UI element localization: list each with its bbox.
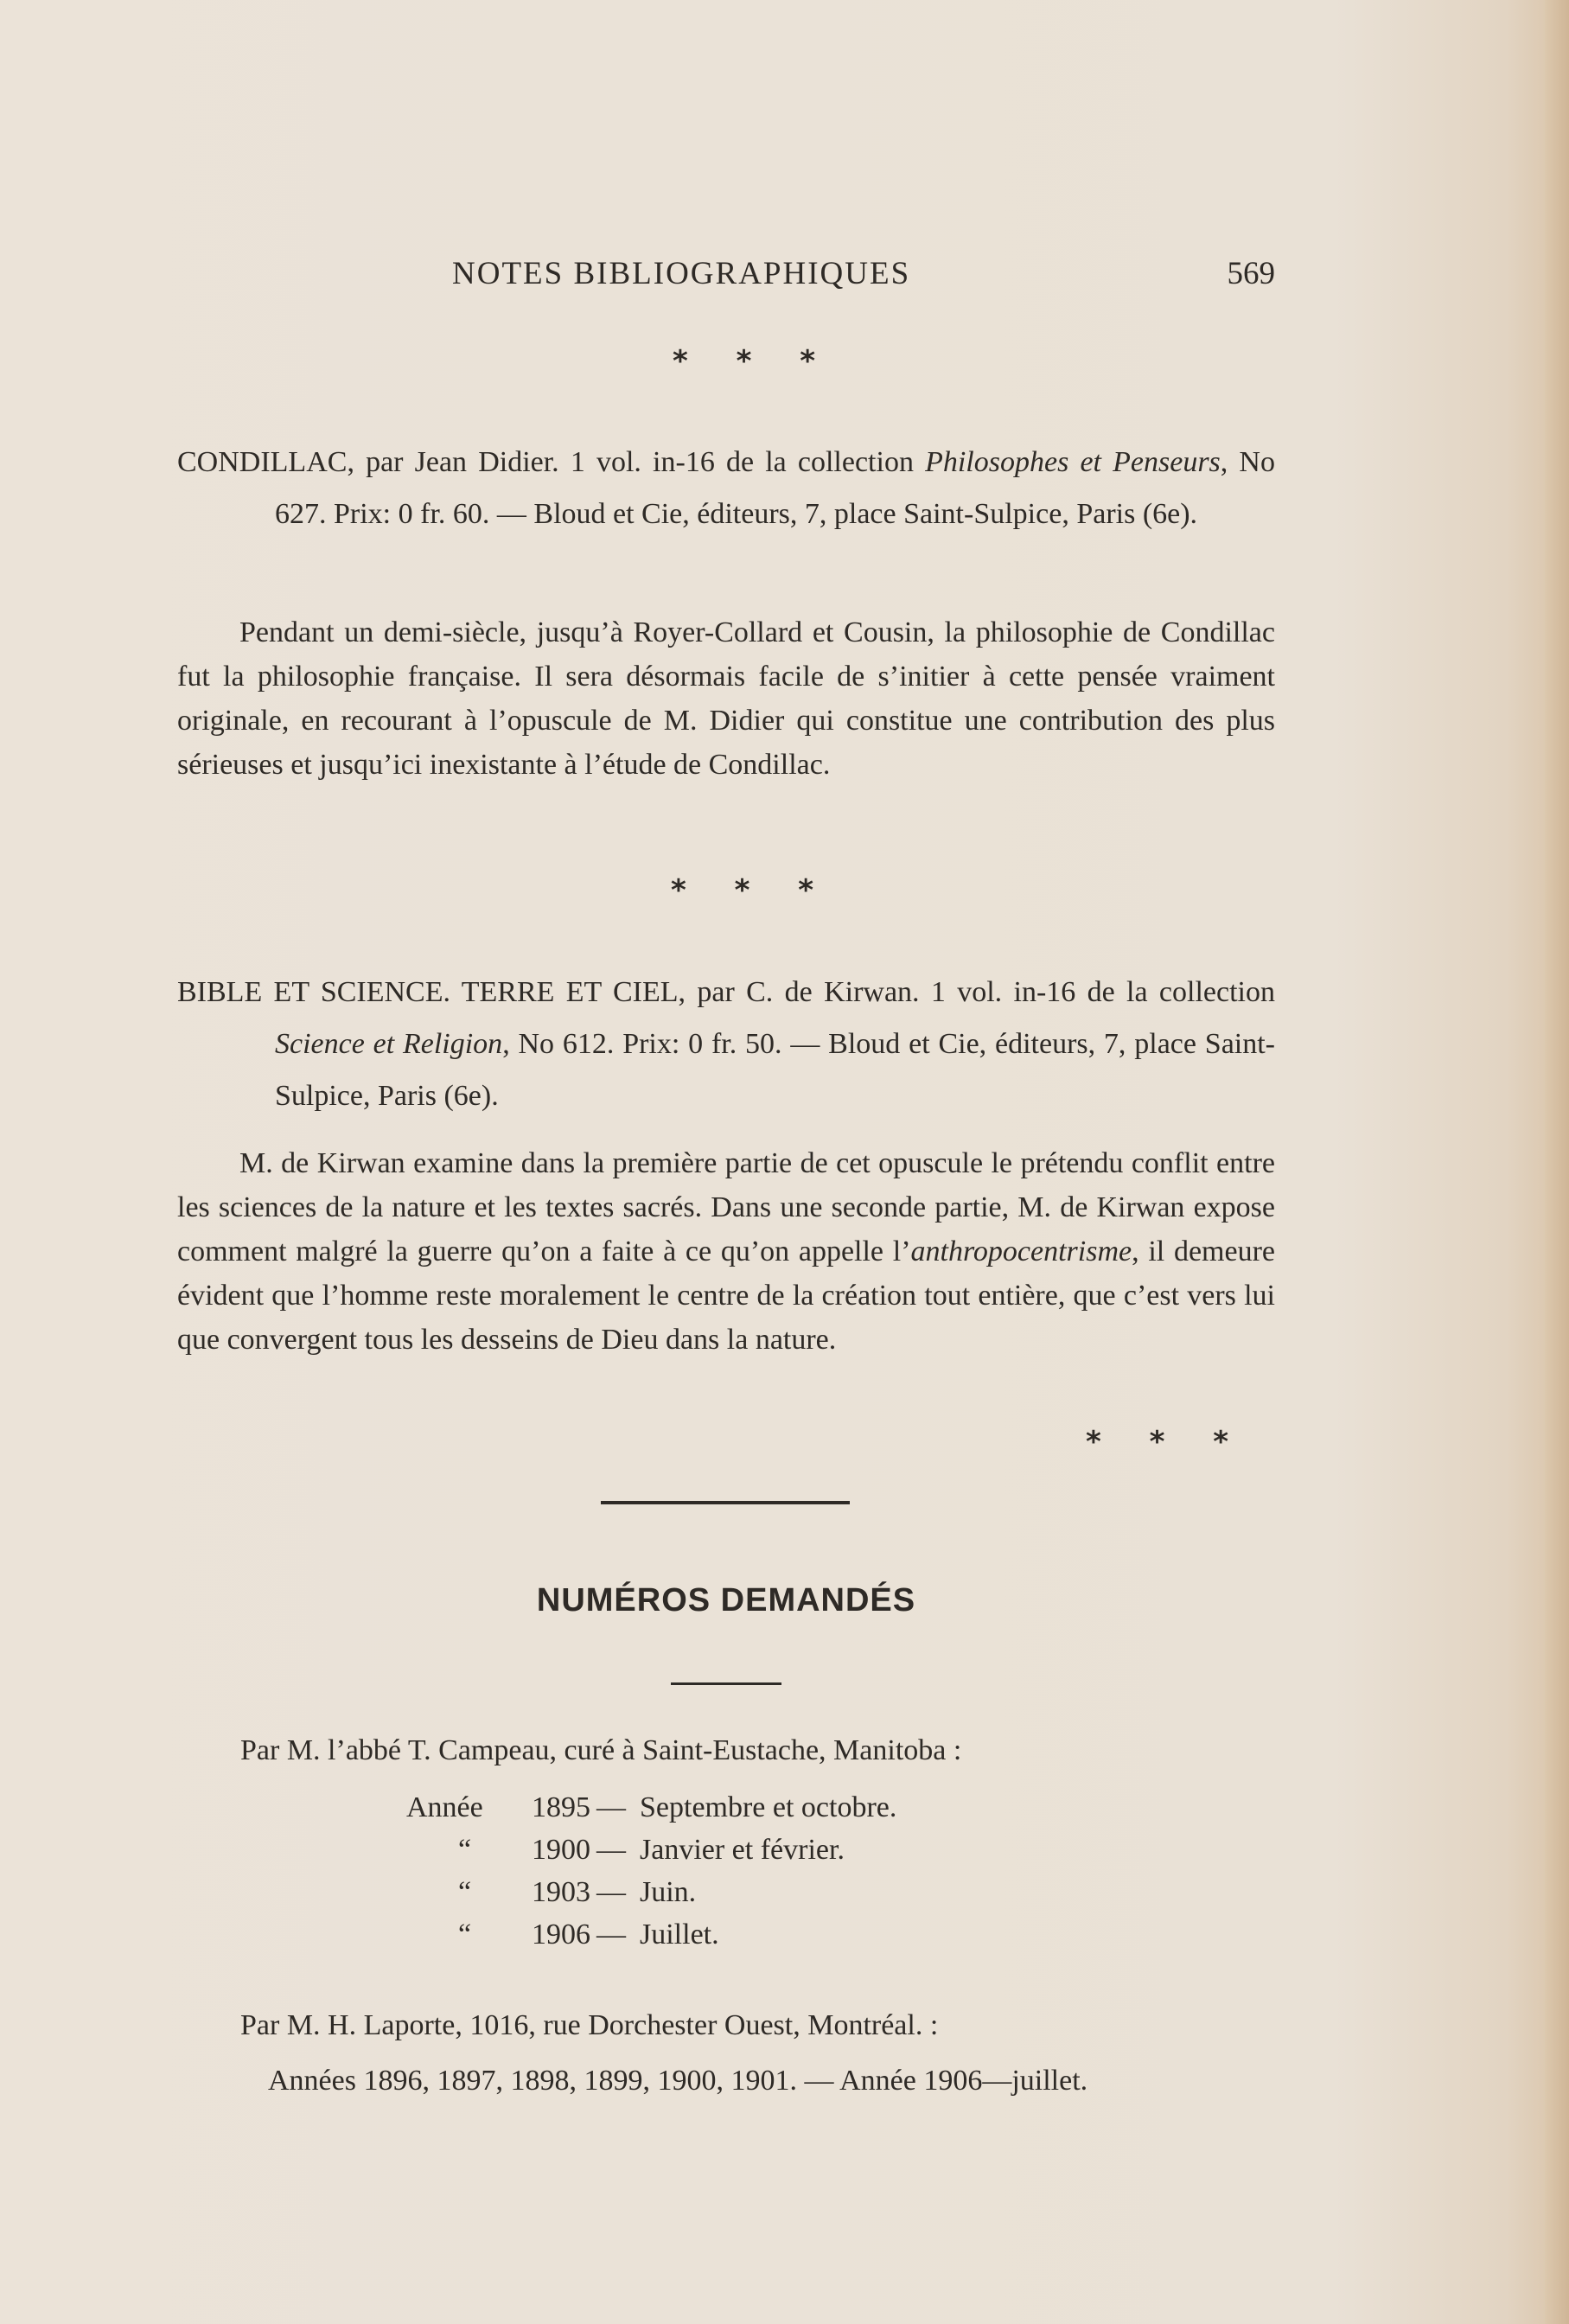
- request-row: Année 1895 — Septembre et octobre.: [406, 1791, 897, 1823]
- bibliographic-entry-condillac: [177, 437, 1275, 540]
- entry-reference-end: , No 627. Prix: 0 fr. 60. — Bloud et Cie, éditeurs, 7, place Saint-Sulpice, Paris (6e).: [275, 446, 1275, 530]
- entry-title: BIBLE ET SCIENCE. TERRE ET CIEL: [177, 976, 679, 1008]
- entry-author: CONDILLAC: [177, 446, 348, 478]
- separator-stars: * * *: [1086, 1425, 1248, 1459]
- header-title: NOTES BIBLIOGRAPHIQUES: [452, 256, 911, 291]
- entry-reference-end: , No 612. Prix: 0 fr. 50. — Bloud et Cie, éditeurs, 7, place Saint-Sulpice, Paris (6e).: [275, 1028, 1276, 1112]
- running-header: [177, 255, 1275, 298]
- entry-reference: , par C. de Kirwan. 1 vol. in-16 de la collection: [678, 976, 1275, 1008]
- italic-term: anthropocentrisme: [910, 1235, 1132, 1267]
- entry-reference: , par Jean Didier. 1 vol. in-16 de la collection: [347, 446, 926, 478]
- separator-stars: * * *: [671, 873, 833, 908]
- section-divider: [601, 1501, 850, 1504]
- request-row: “ 1903 — Juin.: [458, 1876, 697, 1908]
- request-row: “ 1900 — Janvier et février.: [458, 1834, 845, 1866]
- request-line-laporte: Années 1896, 1897, 1898, 1899, 1900, 1901. — Année 1906—juillet.: [268, 2065, 1088, 2097]
- request-intro-laporte: Par M. H. Laporte, 1016, rue Dorchester Ouest, Montréal. :: [240, 2009, 939, 2041]
- review-paragraph-kirwan: M. de Kirwan examine dans la première partie de cet opuscule le prétendu conflit entre les sciences de la nature et les textes sacrés. Dans une seconde partie, M. de Kirwan expose comment malgré la guerre qu’on a faite à ce qu’on appelle l’anthropocentrisme, il demeure évident que l’homme reste moralement le centre de la création tout entière, que c’est vers lui que convergent tous les desseins de Dieu dans la nature.: [177, 1147, 1275, 1356]
- entry-collection: Philosophes et Penseurs: [925, 446, 1221, 478]
- entry-collection: Science et Religion: [275, 1028, 503, 1060]
- page-edge: [1545, 0, 1569, 2324]
- page-number: 569: [1227, 256, 1275, 291]
- separator-stars: * * *: [673, 344, 835, 379]
- title-underline: [671, 1682, 781, 1685]
- request-intro-campeau: Par M. l’abbé T. Campeau, curé à Saint-Eustache, Manitoba :: [240, 1734, 962, 1766]
- section-title: NUMÉROS DEMANDÉS: [536, 1582, 916, 1618]
- request-row: “ 1906 — Juillet.: [458, 1919, 719, 1950]
- bibliographic-entry-kirwan: [177, 967, 1275, 1122]
- review-paragraph-condillac: Pendant un demi-siècle, jusqu’à Royer-Collard et Cousin, la philosophie de Condillac fut la philosophie française. Il sera désormais facile de s’initier à cette pensée vraiment originale, en recourant à l’opuscule de M. Didier qui constitue une contribution des plus sérieuses et jusqu’ici inexistante à l’étude de Condillac.: [177, 616, 1275, 781]
